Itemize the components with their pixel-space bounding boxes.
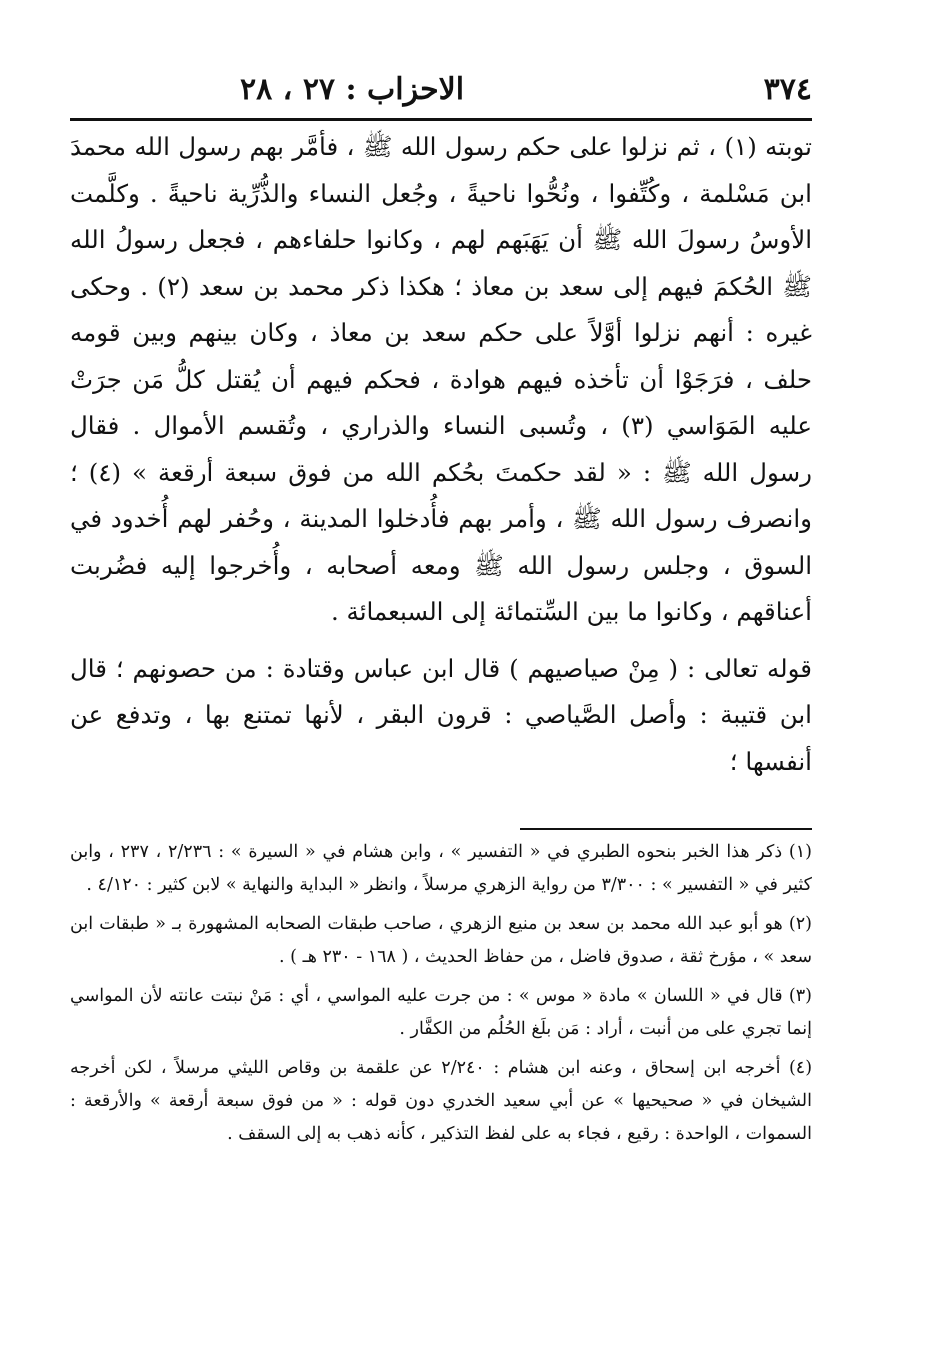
page-header (70, 70, 812, 120)
footnote-3: (٣) قال في « اللسان » مادة « موس » : من جرت عليه المواسي ، أي : مَنْ نبتت عانته لأن المواسي إنما تجري على من أنبت ، أراد : مَن بلَغ الحُلُم من الكفَّار . (70, 986, 812, 1039)
main-text (70, 124, 812, 785)
paragraph-1: توبته (١) ، ثم نزلوا على حكم رسول الله ﷺ ، فأمَّر بهم رسول الله محمدَ ابن مَسْلمة ، وكُتِّفوا ، ونُحُّوا ناحيةً ، وجُعل النساء والذُّرِّية ناحيةً . وكلَّمت الأوسُ رسولَ الله ﷺ أن يَهَبَهم لهم ، وكانوا حلفاءهم ، فجعل رسولُ الله ﷺ الحُكمَ فيهم إلى سعد بن معاذ ؛ هكذا ذكر محمد بن سعد (٢) . وحكى غيره : أنهم نزلوا أوَّلاً على حكم سعد بن معاذ ، وكان بينهم وبين قومه حلف ، فرَجَوْا أن تأخذه فيهم هوادة ، فحكم فيهم أن يُقتل كلُّ مَن جرَتْ عليه المَوَاسي (٣) ، وتُسبى النساء والذراري ، وتُقسم الأموال . فقال رسول الله ﷺ : « لقد حكمتَ بحُكم الله من فوق سبعة أرقعة » (٤) ؛ وانصرف رسول الله ﷺ ، وأمر بهم فأُدخلوا المدينة ، وحُفر لهم أُخدود في السوق ، وجلس رسول الله ﷺ ومعه أصحابه ، وأُخرجوا إليه فضُربت أعناقهم ، وكانوا ما بين السِّتمائة إلى السبعمائة . (70, 132, 813, 626)
header-rule (70, 118, 812, 121)
footnote-4: (٤) أخرجه ابن إسحاق ، وعنه ابن هشام : ٢/٢٤٠ عن علقمة بن وقاص الليثي مرسلاً ، لكن أخرجه الشيخان في « صحيحيها » عن أبي سعيد الخدري دون قوله : « من فوق سبعة أرقعة » والأرقعة : السموات ، الواحدة : رقيع ، فجاء به على لفظ التذكير ، كأنه ذهب به إلى السقف . (70, 1058, 813, 1144)
paragraph-2: قوله تعالى : ( مِنْ صياصيهم ) قال ابن عباس وقتادة : من حصونهم ؛ قال ابن قتيبة : وأصل الصَّياصي : قرون البقر ، لأنها تمتنع بها ، وتدفع عن أنفسها ؛ (70, 653, 812, 776)
running-title: الاحزاب : ٢٧ ، ٢٨ (240, 72, 465, 107)
footnotes (70, 836, 812, 1157)
footnote-separator (520, 828, 812, 830)
page-number: ٣٧٤ (763, 72, 812, 107)
footnote-2: (٢) هو أبو عبد الله محمد بن سعد بن منيع الزهري ، صاحب طبقات الصحابه المشهورة بـ « طبقات ابن سعد » ، مؤرخ ثقة ، صدوق فاضل ، من حفاظ الحديث ، ( ١٦٨ - ٢٣٠ هـ ) . (70, 914, 812, 967)
footnote-1: (١) ذكر هذا الخبر بنحوه الطبري في « التفسير » ، وابن هشام في « السيرة » : ٢/٢٣٦ ، ٢٣٧ ، وابن كثير في « التفسير » : ٣/٣٠٠ من رواية الزهري مرسلاً ، وانظر « البداية والنهاية » لابن كثير : ٤/١٢٠ . (70, 842, 812, 895)
